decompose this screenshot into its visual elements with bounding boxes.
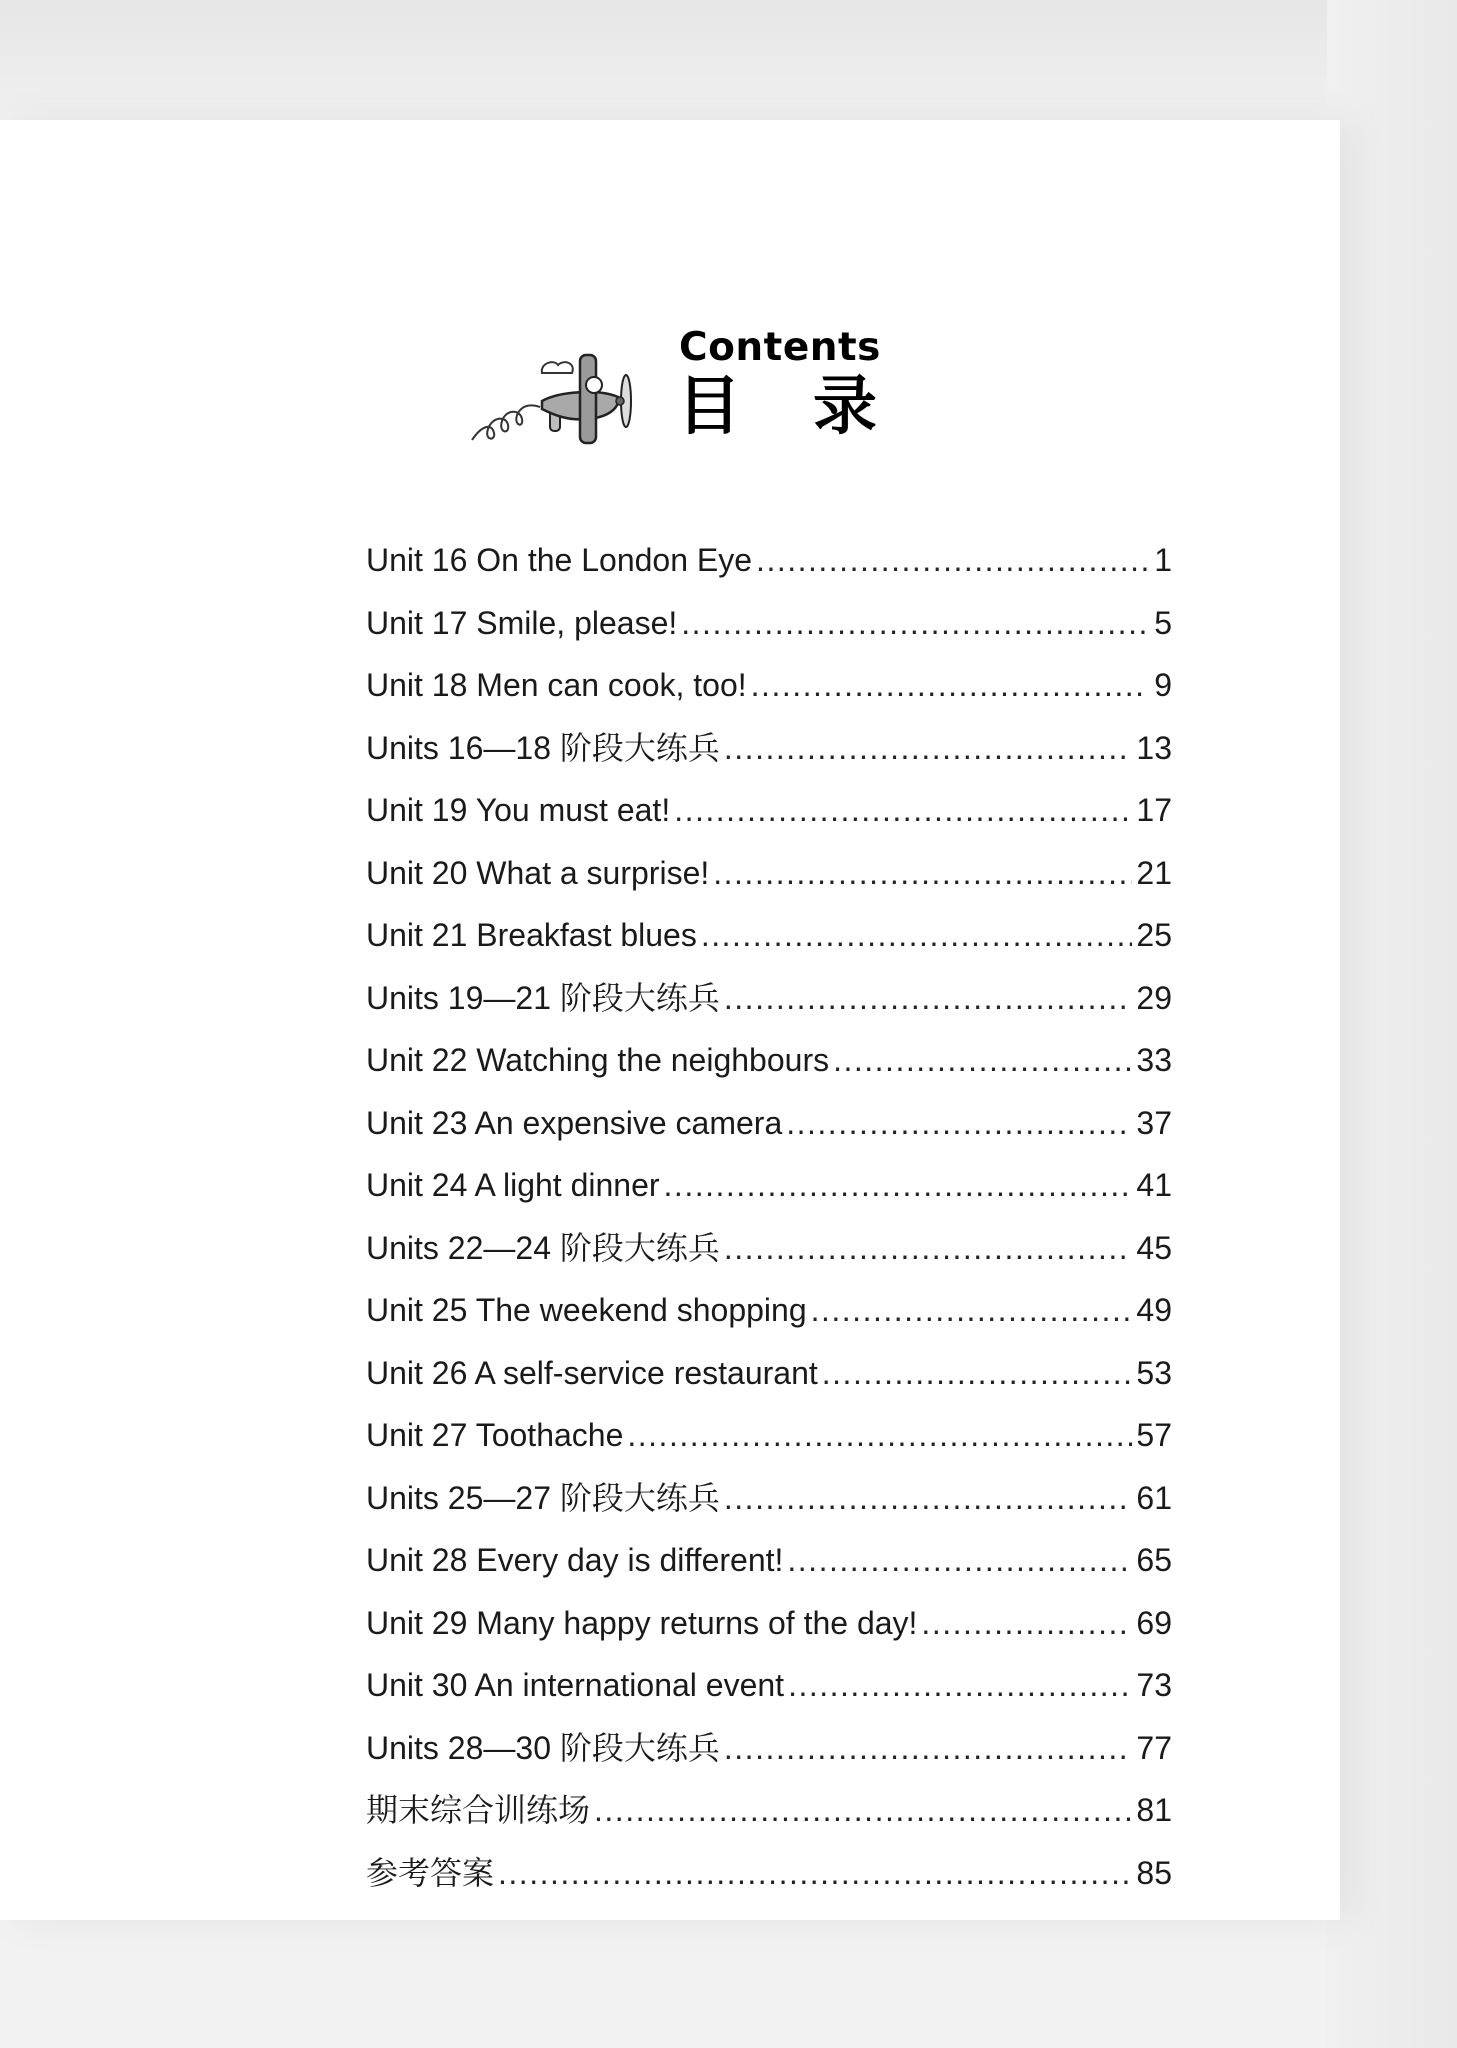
toc-dot-leader (594, 1779, 1132, 1842)
toc-entry-title: Unit 22 Watching the neighbours (366, 1042, 830, 1078)
scan-shadow-top (0, 0, 1457, 140)
toc-dot-leader (701, 904, 1133, 967)
toc-page-number: 57 (1136, 1417, 1172, 1453)
toc-entry-final-review[interactable] (366, 1779, 1172, 1842)
toc-entry-title: Unit 28 Every day is different! (366, 1542, 784, 1578)
toc-dot-leader (724, 1467, 1133, 1530)
toc-page-number: 21 (1136, 854, 1172, 891)
toc-entry-unit-24[interactable] (366, 1154, 1172, 1217)
toc-dot-leader (713, 842, 1132, 905)
toc-entry-unit-17[interactable] (366, 592, 1172, 655)
toc-dot-leader (724, 967, 1133, 1030)
toc-entry-review-19-21[interactable] (366, 967, 1172, 1030)
toc-page-number: 29 (1136, 979, 1172, 1016)
toc-entry-title: Units 22—24 阶段大练兵 (366, 1229, 720, 1266)
toc-page-number: 17 (1136, 792, 1172, 828)
toc-entry-title: Unit 17 Smile, please! (366, 604, 678, 641)
airplane-icon (470, 345, 640, 445)
toc-entry-title: Unit 16 On the London Eye (366, 542, 753, 578)
toc-entry-unit-26[interactable] (366, 1342, 1172, 1405)
toc-entry-unit-29[interactable] (366, 1592, 1172, 1655)
contents-header (470, 325, 949, 455)
toc-dot-leader (724, 1717, 1133, 1780)
toc-dot-leader (833, 1029, 1132, 1092)
toc-entry-review-16-18[interactable] (366, 717, 1172, 780)
toc-entry-title: Units 16—18 阶段大练兵 (366, 729, 720, 766)
toc-page-number: 9 (1154, 667, 1172, 703)
toc-page-number: 77 (1136, 1729, 1172, 1766)
toc-page-number: 53 (1136, 1354, 1172, 1391)
toc-page-number: 85 (1136, 1854, 1172, 1891)
toc-dot-leader (724, 717, 1133, 780)
toc-page-number: 69 (1136, 1604, 1172, 1641)
toc-entry-unit-18[interactable] (366, 654, 1172, 717)
toc-entry-title: Units 25—27 阶段大练兵 (366, 1479, 720, 1516)
toc-dot-leader (664, 1154, 1133, 1217)
toc-entry-title: Units 28—30 阶段大练兵 (366, 1729, 720, 1766)
toc-page-number: 5 (1154, 604, 1172, 641)
toc-page-number: 41 (1136, 1167, 1172, 1203)
toc-dot-leader (724, 1217, 1133, 1280)
toc-dot-leader (751, 654, 1148, 717)
toc-entry-title: Unit 27 Toothache (366, 1417, 624, 1453)
toc-entry-title: Unit 25 The weekend shopping (366, 1292, 807, 1328)
toc-entry-title: Unit 23 An expensive camera (366, 1104, 783, 1141)
toc-entry-title: Unit 29 Many happy returns of the day! (366, 1604, 918, 1641)
toc-entry-title: Unit 24 A light dinner (366, 1167, 660, 1203)
scan-shadow-right (1327, 0, 1457, 2048)
toc-dot-leader (498, 1842, 1132, 1905)
toc-entry-unit-19[interactable] (366, 779, 1172, 842)
toc-page-number: 61 (1136, 1479, 1172, 1516)
toc-entry-review-22-24[interactable] (366, 1217, 1172, 1280)
toc-page-number: 81 (1136, 1792, 1172, 1828)
toc-dot-leader (681, 592, 1148, 655)
toc-dot-leader (921, 1592, 1132, 1655)
toc-entry-title: 期末综合训练场 (366, 1792, 591, 1828)
toc-dot-leader (756, 529, 1148, 592)
toc-entry-unit-21[interactable] (366, 904, 1172, 967)
toc-entry-unit-16[interactable] (366, 529, 1172, 592)
toc-entry-title: Unit 20 What a surprise! (366, 854, 710, 891)
toc-entry-title: Unit 19 You must eat! (366, 792, 671, 828)
toc-page-number: 49 (1136, 1292, 1172, 1328)
toc-entry-title: Unit 26 A self-service restaurant (366, 1354, 818, 1391)
table-of-contents (366, 529, 1172, 1904)
toc-entry-unit-30[interactable] (366, 1654, 1172, 1717)
toc-entry-review-25-27[interactable] (366, 1467, 1172, 1530)
toc-entry-title: Unit 21 Breakfast blues (366, 917, 697, 953)
toc-page-number: 37 (1136, 1104, 1172, 1141)
toc-page-number: 33 (1136, 1042, 1172, 1078)
toc-dot-leader (627, 1404, 1132, 1467)
toc-page-number: 13 (1136, 729, 1172, 766)
toc-entry-unit-22[interactable] (366, 1029, 1172, 1092)
toc-entry-unit-23[interactable] (366, 1092, 1172, 1155)
toc-entry-title: Units 19—21 阶段大练兵 (366, 979, 720, 1016)
toc-entry-answer-key[interactable] (366, 1842, 1172, 1905)
toc-entry-title: Unit 18 Men can cook, too! (366, 667, 747, 703)
toc-dot-leader (786, 1092, 1132, 1155)
toc-page-number: 65 (1136, 1542, 1172, 1578)
toc-entry-unit-27[interactable] (366, 1404, 1172, 1467)
toc-entry-title: Unit 30 An international event (366, 1667, 785, 1703)
toc-dot-leader (788, 1654, 1132, 1717)
toc-entry-review-28-30[interactable] (366, 1717, 1172, 1780)
toc-page-number: 73 (1136, 1667, 1172, 1703)
toc-page-number: 25 (1136, 917, 1172, 953)
toc-dot-leader (811, 1279, 1133, 1342)
toc-entry-title: 参考答案 (366, 1854, 495, 1891)
toc-entry-unit-20[interactable] (366, 842, 1172, 905)
toc-entry-unit-28[interactable] (366, 1529, 1172, 1592)
toc-page-number: 1 (1154, 542, 1172, 578)
toc-dot-leader (787, 1529, 1132, 1592)
toc-entry-unit-25[interactable] (366, 1279, 1172, 1342)
toc-dot-leader (674, 779, 1132, 842)
contents-title-en: Contents (679, 325, 881, 370)
contents-title-cn: 目录 (677, 370, 949, 444)
toc-page-number: 45 (1136, 1229, 1172, 1266)
toc-dot-leader (822, 1342, 1133, 1405)
